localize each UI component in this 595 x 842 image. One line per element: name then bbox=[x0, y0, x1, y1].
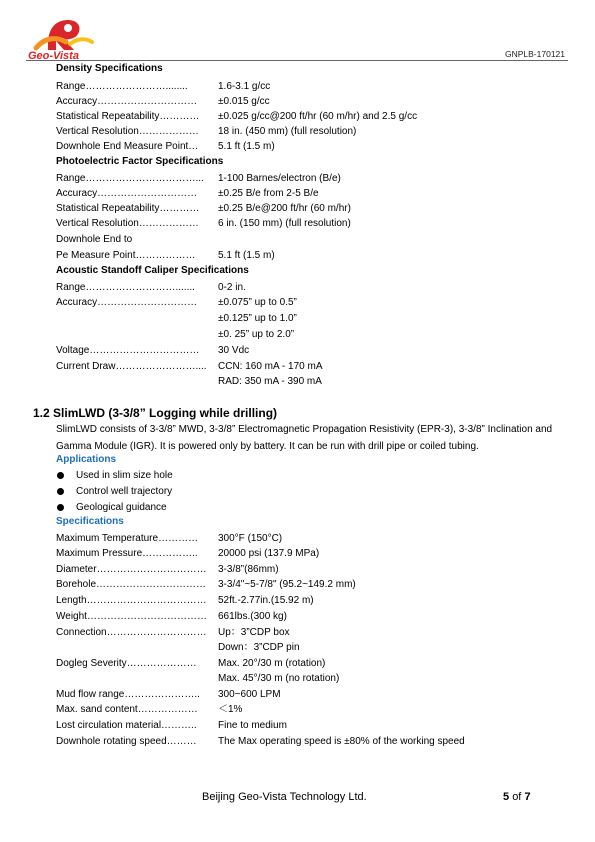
spec-label: Vertical Resolution……………… bbox=[56, 126, 199, 137]
acoustic-row bbox=[56, 374, 576, 389]
spec-label: Pe Measure Point……………… bbox=[56, 250, 196, 261]
header-divider bbox=[26, 60, 568, 61]
spec-value: ±0.125” up to 1.0” bbox=[218, 313, 297, 324]
page-current: 5 bbox=[503, 791, 510, 803]
density-spec-title: Density Specifications bbox=[56, 63, 163, 74]
slimlwd-spec-row bbox=[56, 671, 576, 686]
slimlwd-spec-row bbox=[56, 718, 576, 733]
spec-value: 20000 psi (137.9 MPa) bbox=[218, 548, 320, 559]
spec-value: ±0. 25” up to 2.0” bbox=[218, 329, 295, 340]
photoelectric-row bbox=[56, 201, 576, 216]
slimlwd-spec-row bbox=[56, 562, 576, 577]
spec-value: 3-3/4"~5-7/8" (95.2~149.2 mm) bbox=[218, 579, 356, 590]
spec-value: 6 in. (150 mm) (full resolution) bbox=[218, 218, 351, 229]
photoelectric-row bbox=[56, 232, 576, 247]
footer-company: Beijing Geo-Vista Technology Ltd. bbox=[202, 791, 367, 803]
acoustic-row bbox=[56, 359, 576, 374]
spec-value: ±0.25 B/e@200 ft/hr (60 m/hr) bbox=[218, 203, 351, 214]
spec-label: Maximum Temperature………… bbox=[56, 533, 199, 544]
slimlwd-spec-row bbox=[56, 640, 576, 655]
spec-label: Downhole End Measure Point… bbox=[56, 141, 199, 152]
photoelectric-row bbox=[56, 216, 576, 231]
spec-value: ＜1% bbox=[218, 704, 243, 715]
list-item-text: Control well trajectory bbox=[76, 486, 173, 497]
density-row bbox=[56, 109, 576, 124]
photoelectric-row bbox=[56, 186, 576, 201]
spec-value: 5.1 ft (1.5 m) bbox=[218, 141, 275, 152]
spec-value: Up：3”CDP box bbox=[218, 627, 290, 638]
spec-value: 52ft.-2.77in.(15.92 m) bbox=[218, 595, 314, 606]
spec-value: Fine to medium bbox=[218, 720, 287, 731]
density-row bbox=[56, 79, 576, 94]
spec-label: Accuracy………………………… bbox=[56, 188, 198, 199]
spec-label: Downhole End to bbox=[56, 234, 133, 245]
slimlwd-spec-row bbox=[56, 577, 576, 592]
spec-label: Connection………………………… bbox=[56, 627, 207, 638]
spec-label: Borehole…………………………… bbox=[56, 579, 207, 590]
page-number bbox=[503, 791, 531, 803]
spec-value: 661lbs.(300 kg) bbox=[218, 611, 287, 622]
spec-label: Current Draw…………………….... bbox=[56, 361, 207, 372]
acoustic-row bbox=[56, 280, 576, 295]
slimlwd-spec-row bbox=[56, 546, 576, 561]
spec-label: Accuracy………………………… bbox=[56, 297, 198, 308]
spec-value: ±0.075” up to 0.5” bbox=[218, 297, 297, 308]
spec-value: 300°F (150°C) bbox=[218, 533, 283, 544]
spec-value: Max. 45°/30 m (no rotation) bbox=[218, 673, 340, 684]
slimlwd-spec-row bbox=[56, 625, 576, 640]
spec-label: Dogleg Severity………………… bbox=[56, 658, 197, 669]
list-item-text: Geological guidance bbox=[76, 502, 167, 513]
spec-value: CCN: 160 mA - 170 mA bbox=[218, 361, 323, 372]
slimlwd-spec-row bbox=[56, 531, 576, 546]
spec-value: ±0.025 g/cc@200 ft/hr (60 m/hr) and 2.5 g/cc bbox=[218, 111, 418, 122]
spec-label: Mud flow range………………….. bbox=[56, 689, 200, 700]
spec-label: Weight……………………………… bbox=[56, 611, 207, 622]
acoustic-row bbox=[56, 311, 576, 326]
spec-value: 18 in. (450 mm) (full resolution) bbox=[218, 126, 357, 137]
bullet-icon bbox=[57, 488, 64, 495]
spec-value: Max. 20°/30 m (rotation) bbox=[218, 658, 326, 669]
spec-label: Statistical Repeatability………… bbox=[56, 203, 200, 214]
bullet-icon bbox=[57, 472, 64, 479]
spec-label: Downhole rotating speed……… bbox=[56, 736, 197, 747]
geo-vista-logo bbox=[26, 14, 96, 60]
spec-label: Max. sand content……………… bbox=[56, 704, 198, 715]
spec-value: 30 Vdc bbox=[218, 345, 250, 356]
list-item-text: Used in slim size hole bbox=[76, 470, 173, 481]
page-of: of bbox=[512, 791, 522, 803]
spec-label: Diameter…………………………… bbox=[56, 564, 207, 575]
spec-label: Accuracy………………………… bbox=[56, 96, 198, 107]
slimlwd-spec-row bbox=[56, 609, 576, 624]
spec-label: Range……………………........ bbox=[56, 81, 188, 92]
page-header bbox=[0, 0, 595, 64]
slimlwd-spec-row bbox=[56, 734, 576, 749]
slimlwd-spec-row bbox=[56, 687, 576, 702]
photoelectric-row bbox=[56, 171, 576, 186]
spec-value: ±0.25 B/e from 2-5 B/e bbox=[218, 188, 319, 199]
spec-value: 3-3/8”(86mm) bbox=[218, 564, 279, 575]
acoustic-row bbox=[56, 295, 576, 310]
slimlwd-spec-row bbox=[56, 593, 576, 608]
spec-value: RAD: 350 mA - 390 mA bbox=[218, 376, 322, 387]
spec-label: Vertical Resolution……………… bbox=[56, 218, 199, 229]
spec-value: 300~600 LPM bbox=[218, 689, 281, 700]
density-row bbox=[56, 139, 576, 154]
spec-label: Statistical Repeatability………… bbox=[56, 111, 200, 122]
acoustic-row bbox=[56, 327, 576, 342]
applications-title: Applications bbox=[56, 454, 117, 465]
spec-label: Lost circulation material……….. bbox=[56, 720, 197, 731]
photoelectric-spec-title: Photoelectric Factor Specifications bbox=[56, 156, 224, 167]
bullet-icon bbox=[57, 504, 64, 511]
density-row bbox=[56, 124, 576, 139]
section-title: 1.2 SlimLWD (3-3/8” Logging while drilling) bbox=[33, 406, 278, 420]
acoustic-spec-title: Acoustic Standoff Caliper Specifications bbox=[56, 265, 249, 276]
density-row bbox=[56, 94, 576, 109]
spec-label: Length……………………………… bbox=[56, 595, 207, 606]
spec-value: The Max operating speed is ±80% of the working speed bbox=[218, 736, 465, 747]
svg-text:Geo-Vista: Geo-Vista bbox=[28, 50, 79, 60]
document-code: GNPLB-170121 bbox=[504, 49, 565, 59]
spec-value: 5.1 ft (1.5 m) bbox=[218, 250, 275, 261]
slimlwd-spec-row bbox=[56, 656, 576, 671]
slimlwd-spec-row bbox=[56, 702, 576, 717]
acoustic-row bbox=[56, 343, 576, 358]
photoelectric-row bbox=[56, 248, 576, 263]
spec-value: 1.6-3.1 g/cc bbox=[218, 81, 271, 92]
spec-label: Range………………………....... bbox=[56, 282, 195, 293]
page-total: 7 bbox=[524, 791, 531, 803]
spec-label: Voltage…………………………… bbox=[56, 345, 200, 356]
spec-label: Range……………………………... bbox=[56, 173, 204, 184]
spec-value: Down：3”CDP pin bbox=[218, 642, 300, 653]
spec-value: 0-2 in. bbox=[218, 282, 246, 293]
spec-label: Maximum Pressure…………….. bbox=[56, 548, 198, 559]
section-paragraph: SlimLWD consists of 3-3/8” MWD, 3-3/8” Electromagnetic Propagation Resistivity (EPR-3), 3-3/8” Inclination and Gamma Module (IGR). It is powered only by battery. It can be run with drill pipe or coiled tubing. bbox=[56, 424, 553, 452]
spec-value: ±0.015 g/cc bbox=[218, 96, 270, 107]
spec-value: 1-100 Barnes/electron (B/e) bbox=[218, 173, 341, 184]
specifications-title: Specifications bbox=[56, 516, 124, 527]
